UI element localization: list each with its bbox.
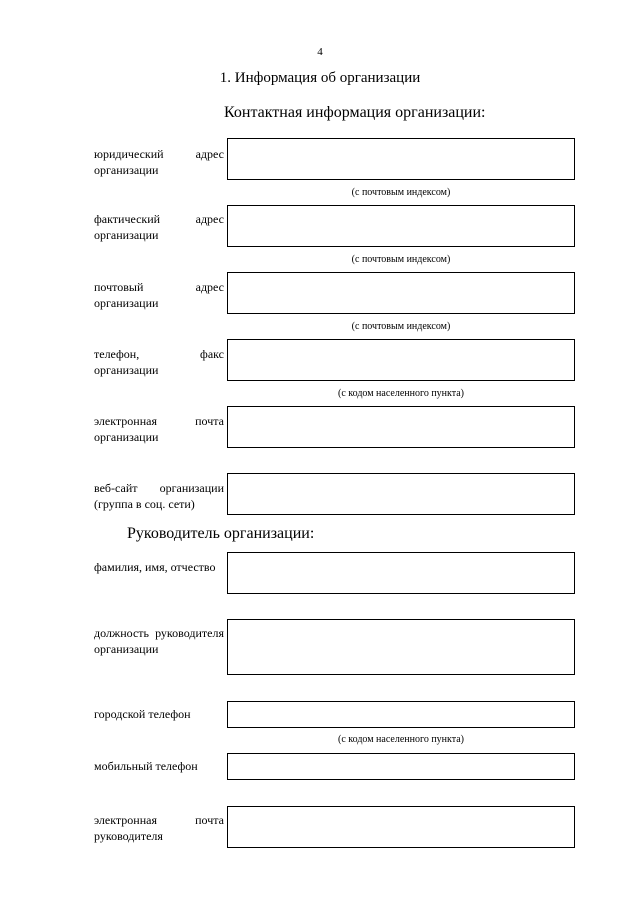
website-field[interactable] <box>227 473 575 515</box>
page-number: 4 <box>317 46 323 58</box>
city-phone-label: городской телефон <box>94 707 191 721</box>
postal-address-field[interactable] <box>227 272 575 314</box>
section-title: 1. Информация об организации <box>219 70 421 86</box>
postal-address-label: почтовый адрес организации <box>94 280 224 310</box>
position-field[interactable] <box>227 619 575 675</box>
website-label: веб-сайт организации (группа в соц. сети) <box>94 481 224 511</box>
city-phone-hint: (с кодом населенного пункта) <box>337 734 465 745</box>
city-phone-field[interactable] <box>227 701 575 728</box>
phone-fax-field[interactable] <box>227 339 575 381</box>
legal-address-field[interactable] <box>227 138 575 180</box>
position-label: должность руководителя организации <box>94 626 224 656</box>
head-heading: Руководитель организации: <box>127 525 315 542</box>
legal-address-label: юридический адрес организации <box>94 147 224 177</box>
full-name-label: фамилия, имя, отчество <box>94 560 216 574</box>
postal-address-hint: (с почтовым индексом) <box>351 321 451 332</box>
head-email-field[interactable] <box>227 806 575 848</box>
org-email-field[interactable] <box>227 406 575 448</box>
phone-fax-hint: (с кодом населенного пункта) <box>337 388 465 399</box>
org-email-label: электронная почта организации <box>94 414 224 444</box>
contacts-heading: Контактная информация организации: <box>224 104 486 121</box>
actual-address-field[interactable] <box>227 205 575 247</box>
mobile-phone-field[interactable] <box>227 753 575 780</box>
full-name-field[interactable] <box>227 552 575 594</box>
head-email-label: электронная почта руководителя <box>94 813 224 843</box>
actual-address-label: фактический адрес организации <box>94 212 224 242</box>
mobile-phone-label: мобильный телефон <box>94 759 198 773</box>
actual-address-hint: (с почтовым индексом) <box>351 254 451 265</box>
legal-address-hint: (с почтовым индексом) <box>351 187 451 198</box>
phone-fax-label: телефон, факс организации <box>94 347 224 377</box>
